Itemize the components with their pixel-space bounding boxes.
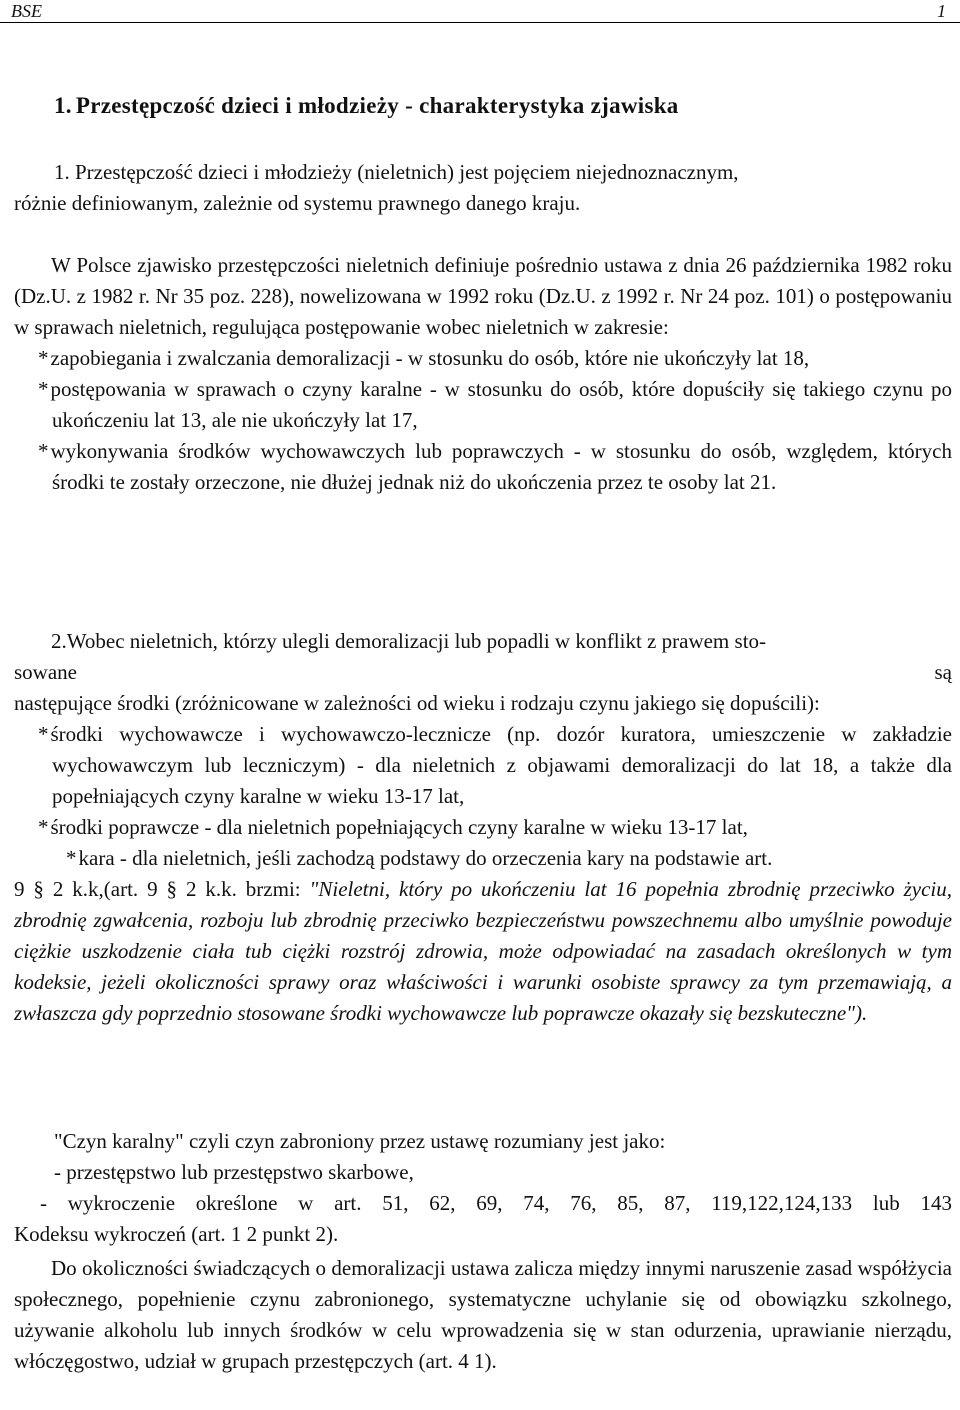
section-number: 1. (54, 93, 72, 118)
paragraph-3-line-3: następujące środki (zróżnicowane w zależności od wieku i rodzaju czynu jakiego się dopuścili): (14, 691, 820, 715)
list-item: *środki poprawcze - dla nieletnich popełniających czyny karalne w wieku 13-17 lat, (38, 815, 748, 839)
paragraph-3-number: 2. (51, 629, 67, 653)
paragraph-4 (14, 1126, 952, 1250)
list-item: *postępowania w sprawach o czyny karalne - w stosunku do osób, które dopuściły się takiego czynu po ukończeniu lat 13, ale nie ukończyły lat 17, (38, 377, 952, 432)
kara-citation: 9 § 2 k.k,(art. 9 § 2 k.k. brzmi: (14, 877, 310, 901)
paragraph-4-line-3: - wykroczenie określone w art. 51, 62, 69, 74, 76, 85, 87, 119,122,124,133 lub 143 (40, 1191, 952, 1215)
section-title-text: Przestępczość dzieci i młodzieży - charakterystyka zjawiska (75, 93, 679, 118)
article-quote: "Nieletni, który po ukończeniu lat 16 popełnia zbrodnię przeciwko życiu, zbrodnię zgwałcenia, rozboju lub zbrodnię przeciwko bezpieczeństwu powszechnemu albo umyślnie powoduje ciężkie uszkodzenie ciała tub ciężki rozstrój zdrowia, może odpowiadać na zasadach określonych w tym kodeksie, jeżeli okoliczności sprawy oraz właściwości i warunki osobiste sprawcy za tym przemawiają, a zwłaszcza gdy poprzednio stosowane środki wychowawcze lub poprawcze okazały się bezskuteczne"). (14, 877, 952, 1025)
page-header (0, 0, 960, 23)
paragraph-1-line-1: 1. Przestępczość dzieci i młodzieży (nieletnich) jest pojęciem niejednoznacznym, (54, 160, 739, 184)
paragraph-2-text: W Polsce zjawisko przestępczości nieletnich definiuje pośrednio ustawa z dnia 26 października 1982 roku (Dz.U. z 1982 r. Nr 35 poz. 228), nowelizowana w 1992 roku (Dz.U. z 1992 r. Nr 24 poz. 101) o postępowaniu w sprawach nieletnich, regulująca postępowanie wobec nieletnich w zakresie: (14, 253, 952, 339)
list-item: *wykonywania środków wychowawczych lub poprawczych - w stosunku do osób, względem, których środki te zostały orzeczone, nie dłużej jednak niż do ukończenia przez te osoby lat 21. (38, 439, 952, 494)
paragraph-5-text: Do okoliczności świadczących o demoralizacji ustawa zalicza między innymi naruszenie zasad współżycia społecznego, popełnienie czynu zabronionego, systematyczne uchylanie się od obowiązku szkolnego, używanie alkoholu lub innych środków w celu wprowadzenia się w stan odurzenia, uprawianie nierządu, włóczęgostwo, udział w grupach przestępczych (art. 4 1). (14, 1256, 952, 1373)
kara-continuation (14, 874, 952, 1029)
paragraph-4-line-2: - przestępstwo lub przestępstwo skarbowe, (54, 1160, 414, 1184)
header-doc-code: BSE (11, 1, 42, 21)
paragraph-4-line-1: "Czyn karalny" czyli czyn zabroniony przez ustawę rozumiany jest jako: (54, 1129, 666, 1153)
section-title (54, 93, 679, 119)
paragraph-3-line-1: Wobec nieletnich, którzy ulegli demoralizacji lub popadli w konflikt z prawem sto- (66, 629, 767, 653)
header-page-number: 1 (937, 1, 946, 21)
list-item: *środki wychowawcze i wychowawczo-lecznicze (np. dozór kuratora, umieszczenie w zakładzie wychowawczym lub leczniczym) - dla nieletnich z objawami demoralizacji do lat 18, a także dla popełniających czyny karalne w wieku 13-17 lat, (38, 722, 952, 808)
list-item: *kara - dla nieletnich, jeśli zachodzą podstawy do orzeczenia kary na podstawie art. (66, 846, 773, 870)
list-item: *zapobiegania i zwalczania demoralizacji - w stosunku do osób, które nie ukończyły lat 18, (38, 346, 810, 370)
paragraph-5 (14, 1253, 952, 1377)
paragraph-1-line-2: różnie definiowanym, zależnie od systemu prawnego danego kraju. (14, 191, 581, 215)
paragraph-4-line-4: Kodeksu wykroczeń (art. 1 2 punkt 2). (14, 1222, 339, 1246)
paragraph-3 (14, 626, 952, 1029)
paragraph-1 (14, 157, 952, 219)
paragraph-3-line-2: sowane są (14, 660, 952, 684)
paragraph-2 (14, 250, 952, 498)
